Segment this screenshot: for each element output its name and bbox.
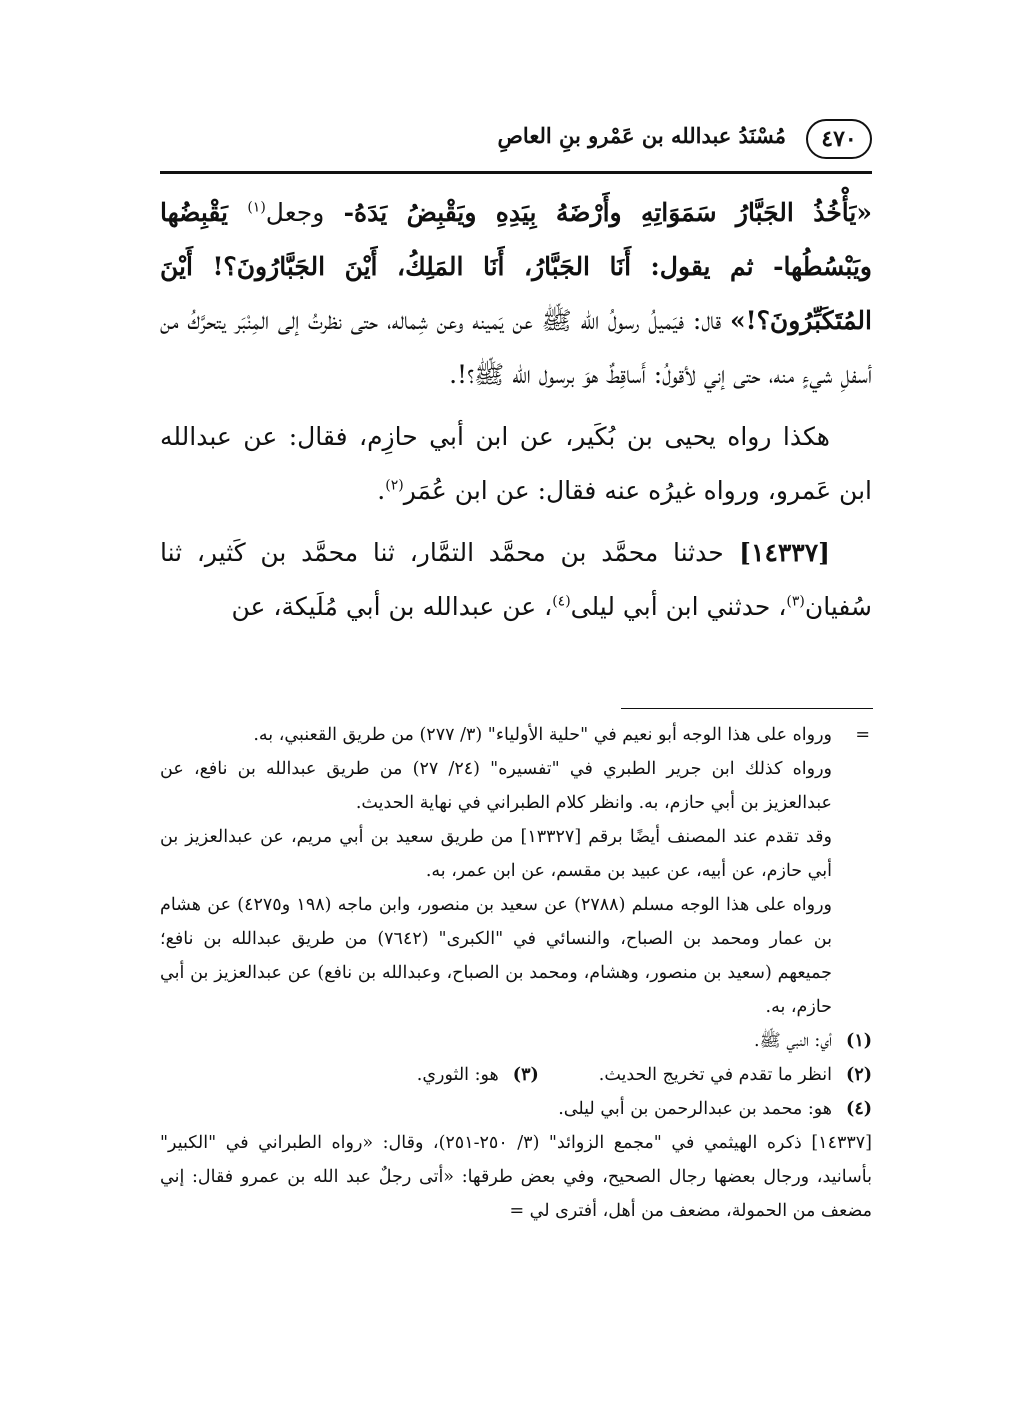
footnote-ref-1: (١): [247, 199, 266, 216]
narrator-gesture: وجعل: [265, 198, 325, 227]
header-rule: [160, 171, 872, 174]
footnote-ref-3: (٣): [786, 593, 805, 610]
footnote-3: [417, 1058, 539, 1092]
paragraph-commentary: [160, 410, 872, 518]
isnad-text: حدثنا محمَّد بن محمَّد التمَّار، ثنا محمَّد بن كَثير، ثنا سُفيان: [160, 538, 872, 621]
footnote-continuation: [160, 718, 872, 752]
hadith-number: [١٤٣٣٧]: [723, 538, 830, 567]
main-text: [160, 186, 872, 634]
narration-continuation: قال: فيَميلُ رسولُ الله ﷺ عن يَمينه وعن شِماله، حتى نظرتُ إلى المِنْبَر يتحرَّكُ من أسفلِ شيءٍ منه، حتى إني لأقولُ: أَساقِطٌ هوَ برسول الله ﷺ؟!.: [160, 306, 872, 389]
continuation-mark: =: [855, 725, 870, 745]
footnote-ref-2: (٢): [385, 477, 404, 494]
running-title: مُسْنَدُ عبدالله بن عَمْرو بنِ العاصِ: [497, 123, 786, 148]
page-header: [160, 115, 872, 175]
footnotes: [160, 718, 872, 1228]
footnote-line: ورواه كذلك ابن جرير الطبري في "تفسيره" (٢٤/ ٢٧) من طريق عبدالله بن نافع، عن عبدالعزيز بن أبي حازم، به. وانظر كلام الطبراني في نهاية الحديث.: [160, 759, 832, 813]
hadith-quote-cont: يَقْبِضُها ويَبْسُطُها-: [160, 198, 873, 281]
paragraph-isnad: [160, 526, 872, 634]
footnote-3-number: (٣): [512, 1065, 539, 1085]
page-number: ٤٧٠: [806, 119, 872, 159]
footnote-2-text: انظر ما تقدم في تخريج الحديث.: [598, 1065, 832, 1085]
footnote-1-text: أي: النبي ﷺ.: [754, 1031, 832, 1051]
footnote-ref-4: (٤): [552, 593, 571, 610]
footnote-line: ورواه على هذا الوجه مسلم (٢٧٨٨) عن سعيد بن منصور، وابن ماجه (١٩٨ و٤٢٧٥) عن هشام بن عمار ومحمد بن الصباح، والنسائي في "الكبرى" (٧٦٤٢) من طريق عبدالله بن نافع؛ جميعهم (سعيد بن منصور، وهشام، ومحمد بن الصباح، وعبدالله بن نافع) عن عبدالعزيز بن أبي حازم، به.: [160, 895, 832, 1017]
isnad-text-3: ، عن عبدالله بن أبي مُلَيكة، عن: [231, 592, 553, 621]
footnote-4-text: هو: محمد بن عبدالرحمن بن أبي ليلى.: [558, 1099, 832, 1119]
footnote-1-number: (١): [846, 1031, 872, 1051]
commentary-period: .: [377, 476, 386, 505]
footnote-separator: [621, 708, 873, 709]
footnote-2: [599, 1058, 872, 1092]
footnote-3-text: هو: الثوري.: [416, 1065, 499, 1085]
footnote-takhrij: [160, 1126, 872, 1228]
isnad-text-2: ، حدثني ابن أبي ليلى: [570, 592, 787, 621]
footnote-continuation-text: ورواه على هذا الوجه أبو نعيم في "حلية الأولياء" (٣/ ٢٧٧) من طريق القعنبي، به.: [253, 725, 832, 745]
footnote-2-number: (٢): [846, 1065, 872, 1085]
paragraph-hadith-text: [160, 186, 872, 402]
takhrij-number: [١٤٣٣٧]: [811, 1133, 872, 1153]
footnote-1: [160, 1024, 872, 1058]
commentary-text: هكذا رواه يحيى بن بُكَير، عن ابن أبي حازِم، فقال: عن عبدالله ابن عَمرو، ورواه غيرُه عنه فقال: عن ابن عُمَر: [160, 422, 872, 505]
footnote-4: [160, 1092, 872, 1126]
footnote-4-number: (٤): [846, 1099, 872, 1119]
footnote-2-3: [160, 1058, 872, 1092]
hadith-quote: «يَأْخُذُ الجَبَّارُ سَمَوَاتِهِ وأَرْضَهُ بِيَدِهِ ويَقْبِضُ يَدَهُ-: [324, 198, 872, 227]
takhrij-text: ذكره الهيثمي في "مجمع الزوائد" (٣/ ٢٥٠-٢٥١)، وقال: «رواه الطبراني في "الكبير" بأسانيد، ورجال بعضها رجال الصحيح، وفي بعض طرقها: «أتى رجلٌ عبد الله بن عمرو فقال: إني مضعف من الحمولة، مضعف من أهل، أفترى لي =: [160, 1133, 872, 1221]
footnote-line: وقد تقدم عند المصنف أيضًا برقم [١٣٣٢٧] من طريق سعيد بن أبي مريم، عن عبدالعزيز بن أبي حازم، عن أبيه، عن عبيد بن مقسم، عن ابن عمر، به.: [160, 827, 832, 881]
hadith-quote-end: ثم يقول: أَنَا الجَبَّارُ، أَنَا المَلِكُ، أَيْنَ الجَبَّارُونَ؟! أَيْنَ المُتَكَبِّرُونَ؟!»: [160, 252, 872, 335]
